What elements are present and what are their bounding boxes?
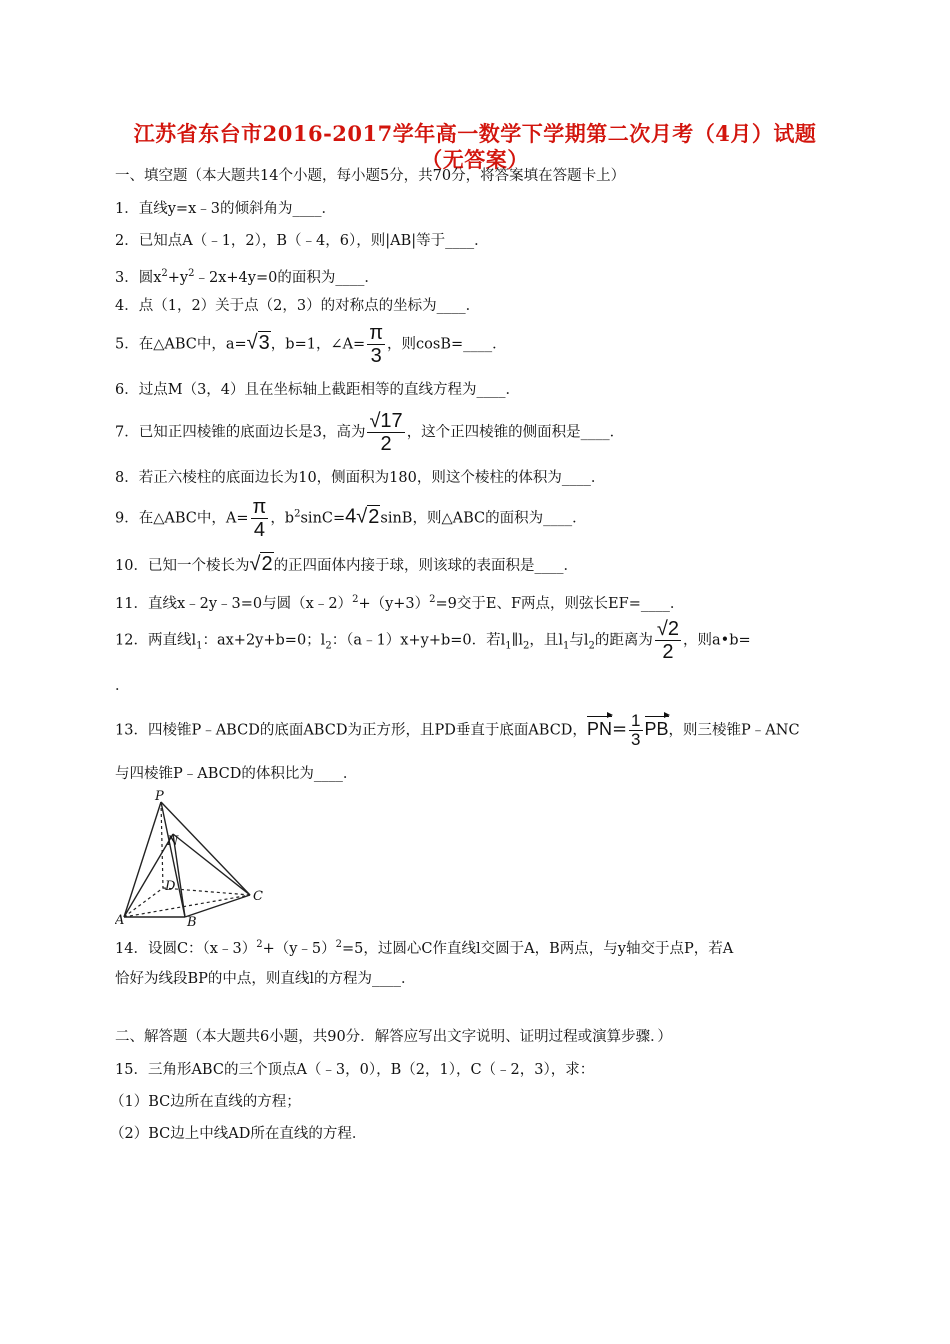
q13-text-a: 13．四棱锥P﹣ABCD的底面ABCD为正方形，且PD垂直于底面ABCD， bbox=[115, 722, 587, 739]
q11-exp-1: 2 bbox=[352, 594, 359, 605]
vector-pn: PN bbox=[586, 718, 612, 739]
q13-fraction: $\frac{1}{3}$ bbox=[631, 711, 641, 749]
q9-fraction: $\frac{\pi}{4}$ bbox=[252, 496, 267, 541]
q12-text-e: ，且l bbox=[529, 632, 564, 649]
vertex-b-label: B bbox=[187, 915, 197, 930]
q12-sub-5: 1 bbox=[563, 640, 570, 652]
q11-text-a: 11．直线x﹣2y﹣3=0与圆（x﹣2） bbox=[115, 595, 353, 612]
q10-text-a: 10．已知一个棱长为 bbox=[115, 558, 250, 574]
vector-pb: PB bbox=[644, 718, 669, 739]
q5-fraction: $\frac{\pi}{3}$ bbox=[369, 322, 384, 367]
q12-text-d: ∥l bbox=[511, 632, 523, 649]
q14-text-a: 14．设圆C：（x﹣3） bbox=[115, 940, 257, 957]
question-10 bbox=[115, 554, 578, 576]
q12-text-a: 12．两直线l bbox=[115, 632, 197, 649]
q12-fraction: $\frac{√2}{2}$ bbox=[656, 618, 680, 663]
q3-exp-2: 2 bbox=[188, 268, 195, 279]
q12-text-g: 的距离为 bbox=[594, 632, 653, 649]
q13-text-b: ，则三棱锥P﹣ANC bbox=[668, 722, 800, 739]
question-14-continuation: 恰好为线段BP的中点，则直线l的方程为____． bbox=[115, 971, 416, 987]
q11-text-c: =9交于E、F两点，则弦长EF=____． bbox=[435, 595, 685, 612]
q12-sub-2: 2 bbox=[325, 640, 332, 652]
q11-text-b: +（y+3） bbox=[358, 595, 430, 612]
q12-text-h: ，则a•b= bbox=[683, 632, 751, 649]
q12-text-c: ：（a﹣1）x+y+b=0．若l bbox=[331, 632, 506, 649]
question-4: 4．点（1，2）关于点（2，3）的对称点的坐标为____． bbox=[115, 298, 481, 314]
q14-exp-2: 2 bbox=[335, 939, 343, 950]
q9-coef: 4 bbox=[345, 505, 357, 528]
q7-fraction: $\frac{√17}{2}$ bbox=[369, 410, 403, 455]
q12-sub-6: 2 bbox=[588, 640, 595, 652]
question-7 bbox=[115, 410, 624, 455]
q12-text-f: 与l bbox=[569, 632, 589, 649]
q9-sqrt: √2 bbox=[356, 505, 380, 528]
q14-exp-1: 2 bbox=[256, 939, 263, 950]
q5-text-c: ，则cosB=____． bbox=[387, 336, 507, 353]
q3-exp-1: 2 bbox=[161, 268, 168, 279]
question-12-continuation: ． bbox=[115, 678, 130, 694]
q14-text-b: +（y﹣5） bbox=[262, 940, 336, 957]
q5-text-a: 5．在△ABC中，a= bbox=[115, 336, 247, 353]
q9-text-a: 9．在△ABC中，A= bbox=[115, 510, 249, 527]
q12-sub-3: 1 bbox=[505, 640, 512, 652]
section-2-heading: 二、解答题（本大题共6小题，共90分．解答应写出文字说明、证明过程或演算步骤．） bbox=[115, 1029, 672, 1045]
q10-sqrt: √2 bbox=[249, 553, 273, 575]
q13-equals: = bbox=[611, 718, 628, 740]
vertex-d-label: D bbox=[165, 879, 176, 894]
q9-text-b: ，b bbox=[270, 510, 295, 527]
q11-exp-2: 2 bbox=[429, 594, 436, 605]
q12-sub-1: 1 bbox=[196, 640, 203, 652]
vertex-p-label: P bbox=[155, 790, 164, 804]
q14-text-c: =5，过圆心C作直线l交圆于A，B两点，与y轴交于点P，若A bbox=[342, 940, 734, 957]
q3-text-b: +y bbox=[167, 269, 189, 286]
question-9 bbox=[115, 496, 587, 541]
q7-text-a: 7．已知正四棱锥的底面边长是3，高为 bbox=[115, 424, 366, 441]
q10-text-b: 的正四面体内接于球，则该球的表面积是____． bbox=[273, 558, 579, 574]
q12-sub-4: 2 bbox=[523, 640, 530, 652]
q12-text-b: ：ax+2y+b=0；l bbox=[202, 632, 326, 649]
question-2: 2．已知点A（﹣1，2），B（﹣4，6），则|AB|等于____． bbox=[115, 233, 489, 249]
q3-text-a: 3．圆x bbox=[115, 269, 162, 286]
q9-exp: 2 bbox=[294, 508, 301, 520]
question-15-part-2: （2）BC边上中线AD所在直线的方程． bbox=[110, 1126, 367, 1142]
q9-text-c: sinC= bbox=[300, 510, 346, 527]
question-15: 15．三角形ABC的三个顶点A（﹣3，0），B（2，1），C（﹣2，3），求： bbox=[115, 1062, 595, 1078]
title-line-2: （无答案） bbox=[421, 147, 529, 172]
question-1: 1．直线y=x﹣3的倾斜角为____． bbox=[115, 201, 336, 217]
question-12 bbox=[115, 618, 751, 663]
q5-sqrt: √3 bbox=[246, 331, 270, 354]
title-line-1: 江苏省东台市2016-2017学年高一数学下学期第二次月考（4月）试题 bbox=[133, 121, 817, 146]
question-6: 6．过点M（3，4）且在坐标轴上截距相等的直线方程为____． bbox=[115, 382, 521, 398]
vertex-c-label: C bbox=[253, 889, 263, 904]
question-13-continuation: 与四棱锥P﹣ABCD的体积比为____． bbox=[115, 766, 358, 782]
question-14 bbox=[115, 935, 733, 959]
question-15-part-1: （1）BC边所在直线的方程； bbox=[110, 1094, 301, 1110]
question-8: 8．若正六棱柱的底面边长为10，侧面积为180，则这个棱柱的体积为____． bbox=[115, 470, 606, 486]
question-5 bbox=[115, 322, 507, 367]
section-1-heading: 一、填空题（本大题共14个小题，每小题5分，共70分，将答案填在答题卡上） bbox=[115, 168, 626, 184]
q3-text-c: ﹣2x+4y=0的面积为____． bbox=[194, 269, 379, 286]
question-3 bbox=[115, 264, 379, 288]
question-13 bbox=[115, 712, 800, 749]
vertex-n-label: N bbox=[167, 834, 179, 849]
q5-text-b: ，b=1，∠A= bbox=[270, 336, 366, 353]
q9-text-d: sinB，则△ABC的面积为____． bbox=[380, 510, 587, 527]
question-11 bbox=[115, 590, 684, 614]
q7-text-b: ，这个正四棱锥的侧面积是____． bbox=[406, 424, 625, 441]
vertex-a-label: A bbox=[115, 913, 125, 928]
pyramid-figure bbox=[115, 790, 275, 930]
